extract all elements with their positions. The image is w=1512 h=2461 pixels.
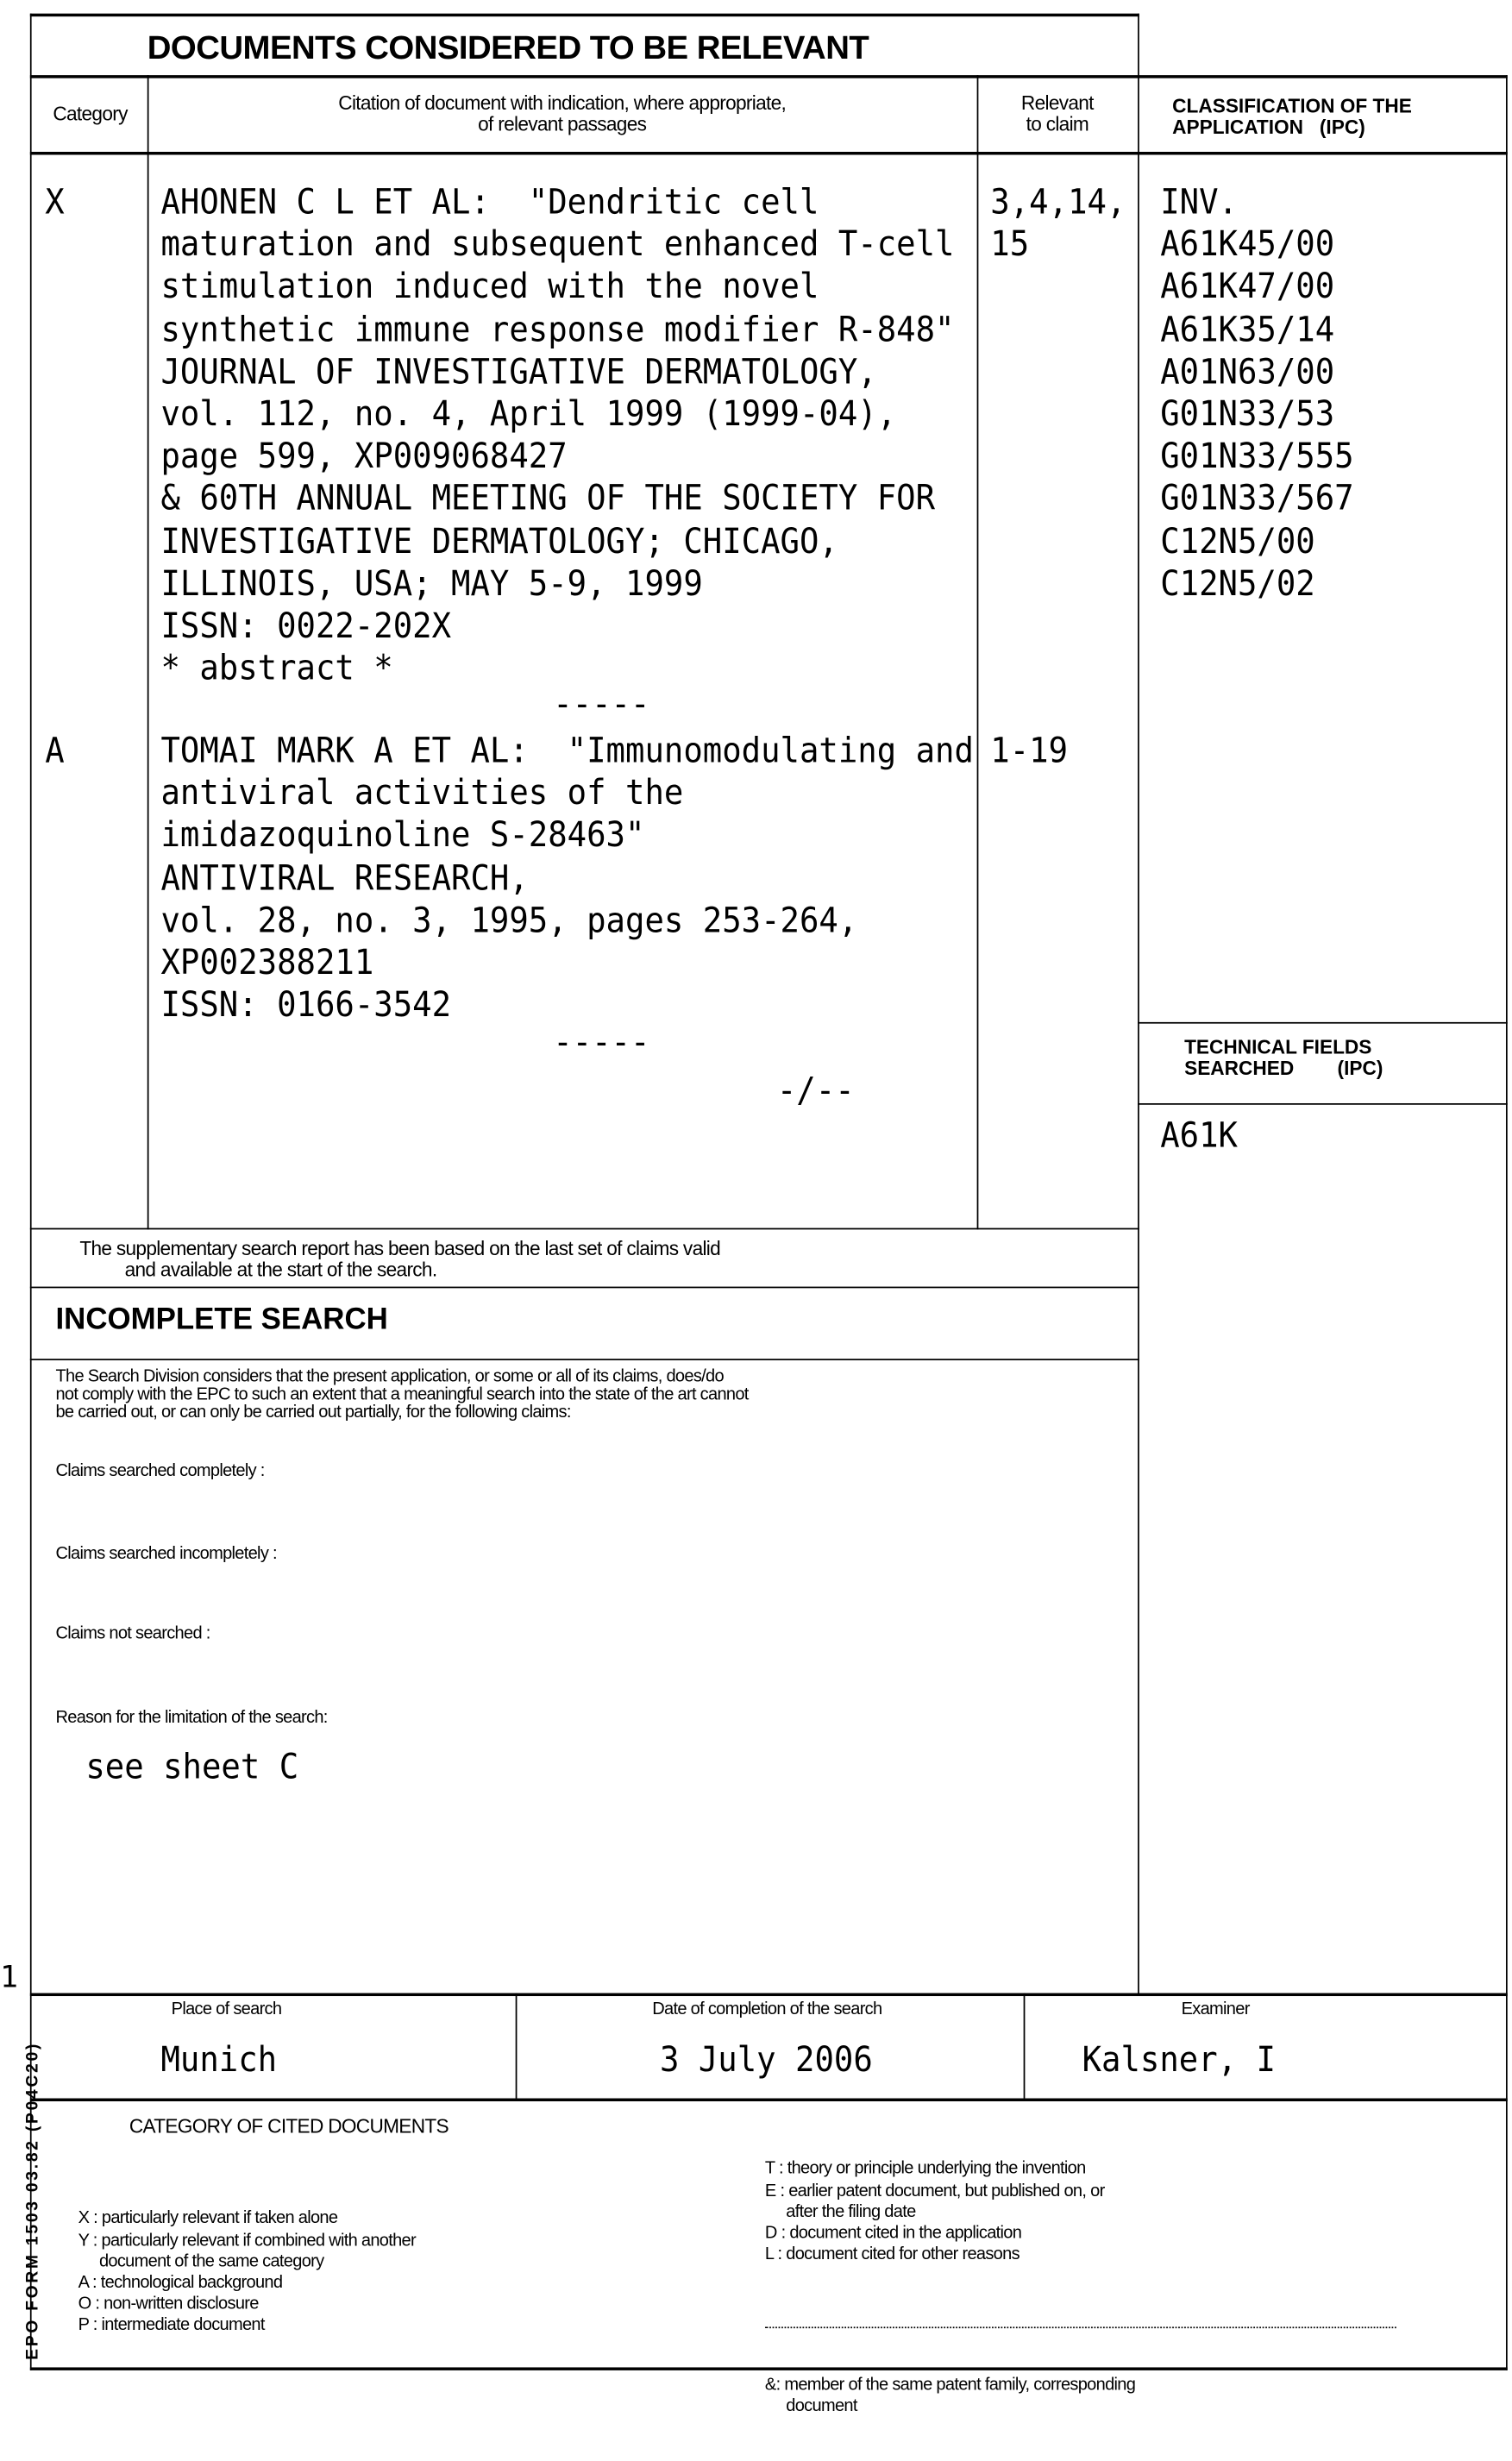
divider	[516, 1993, 518, 2099]
column-header-relevant-line: Relevant	[977, 93, 1138, 114]
divider	[1138, 1022, 1508, 1024]
legend-item: O : non-written disclosure	[78, 2294, 416, 2315]
claims-searched-completely: Claims searched completely :	[55, 1462, 264, 1480]
continuation-mark: -/--	[777, 1070, 855, 1113]
claims-searched-incompletely: Claims searched incompletely :	[55, 1545, 276, 1563]
legend-left	[78, 2166, 416, 2379]
citation-relevant-claims: 3,4,14, 15	[990, 182, 1126, 267]
date-label: Date of completion of the search	[652, 2000, 881, 2018]
legend-item: T : theory or principle underlying the invention	[765, 2159, 1396, 2181]
reason-label: Reason for the limitation of the search:	[55, 1709, 327, 1727]
legend-item: &: member of the same patent family, corresponding	[765, 2376, 1396, 2397]
technical-fields-title	[1184, 1037, 1383, 1079]
citation-text: TOMAI MARK A ET AL: "Immunomodulating and antiviral activities of the imidazoquinoline S-28463" ANTIVIRAL RESEARCH, vol. 28, no. 3, 1995, pages 253-264, XP002388211 ISSN: 0166-3542	[160, 731, 973, 1027]
place-label: Place of search	[172, 2000, 282, 2018]
column-header-relevant	[977, 93, 1138, 135]
column-header-category: Category	[33, 104, 147, 124]
place-value: Munich	[160, 2040, 277, 2082]
legend-item: D : document cited in the application	[765, 2223, 1396, 2244]
citation-category: A	[45, 731, 64, 773]
form-identifier: EPO FORM 1503 03.82 (P04C20)	[24, 2042, 42, 2360]
search-report-page	[0, 0, 1512, 2360]
legend-item: after the filing date	[765, 2201, 1396, 2223]
divider	[30, 1287, 1139, 1289]
citation-text: AHONEN C L ET AL: "Dendritic cell maturation and subsequent enhanced T-cell stimulation induced with the novel synthetic immune response modifier R-848" JOURNAL OF INVESTIGATIVE DERMATOLOGY, vol. 112, no. 4, April 1999 (1999-04), page 599, XP009068427 & 60TH ANNUAL MEETING OF THE SOCIETY FOR INVESTIGATIVE DERMATOLOGY; CHICAGO, ILLINOIS, USA; MAY 5-9, 1999 ISSN: 0022-202X * abstract *	[160, 182, 954, 691]
date-value: 3 July 2006	[660, 2040, 873, 2082]
divider	[1024, 1993, 1026, 2099]
divider	[30, 14, 32, 2370]
legend-right	[765, 2116, 1396, 2460]
column-header-classification	[1172, 97, 1412, 139]
supplementary-note-line: The supplementary search report has been based on the last set of claims valid	[79, 1239, 720, 1259]
column-header-relevant-line: to claim	[977, 114, 1138, 135]
intro-line: be carried out, or can only be carried out partially, for the following claims:	[55, 1403, 748, 1422]
technical-fields-title-line: SEARCHED (IPC)	[1184, 1058, 1383, 1079]
divider	[147, 75, 149, 1229]
technical-fields-title-line: TECHNICAL FIELDS	[1184, 1037, 1383, 1058]
divider	[1138, 14, 1139, 1995]
divider	[30, 152, 1508, 154]
intro-line: The Search Division considers that the present application, or some or all of its claims, does/do	[55, 1368, 748, 1386]
reason-value: see sheet C	[85, 1747, 298, 1789]
divider	[30, 75, 1508, 78]
column-header-citation-line: of relevant passages	[147, 114, 977, 135]
claims-not-searched: Claims not searched :	[55, 1625, 210, 1643]
incomplete-search-intro	[55, 1368, 748, 1422]
legend-item: L : document cited for other reasons	[765, 2244, 1396, 2266]
citation-separator: -----	[553, 1022, 649, 1064]
page-number: 1	[0, 1958, 18, 1994]
column-header-classification-line: CLASSIFICATION OF THE	[1172, 97, 1412, 117]
incomplete-search-title: INCOMPLETE SEARCH	[55, 1303, 387, 1338]
section-title: DOCUMENTS CONSIDERED TO BE RELEVANT	[147, 28, 869, 67]
examiner-value: Kalsner, I	[1082, 2040, 1276, 2082]
examiner-label: Examiner	[1182, 2000, 1250, 2018]
dotted-separator	[765, 2326, 1396, 2328]
citation-relevant-claims: 1-19	[990, 731, 1068, 773]
divider	[30, 1228, 1139, 1230]
column-header-classification-line: APPLICATION (IPC)	[1172, 117, 1412, 138]
divider	[30, 2099, 1508, 2101]
divider	[30, 1993, 1508, 1996]
supplementary-note	[79, 1239, 720, 1281]
supplementary-note-line: and available at the start of the search.	[79, 1259, 720, 1280]
legend-item: Y : particularly relevant if combined with another	[78, 2230, 416, 2251]
legend-item: X : particularly relevant if taken alone	[78, 2208, 416, 2230]
legend-item: E : earlier patent document, but published on, or	[765, 2181, 1396, 2202]
divider	[30, 1359, 1139, 1360]
column-header-citation	[147, 93, 977, 135]
legend-item: document of the same category	[78, 2251, 416, 2273]
divider	[30, 14, 1139, 16]
divider	[1138, 1103, 1508, 1105]
technical-fields-value: A61K	[1160, 1115, 1238, 1158]
intro-line: not comply with the EPC to such an extent that a meaningful search into the state of the art cannot	[55, 1386, 748, 1404]
citation-separator: -----	[553, 684, 649, 726]
divider	[1506, 75, 1508, 2370]
divider	[977, 75, 979, 1229]
citation-category: X	[45, 182, 64, 224]
legend-title: CATEGORY OF CITED DOCUMENTS	[129, 2116, 449, 2137]
legend-item: document	[765, 2396, 1396, 2418]
legend-item: P : intermediate document	[78, 2315, 416, 2337]
legend-item: A : technological background	[78, 2273, 416, 2295]
classification-codes: INV. A61K45/00 A61K47/00 A61K35/14 A01N63/00 G01N33/53 G01N33/555 G01N33/567 C12N5/00 C12N5/02	[1160, 182, 1353, 606]
column-header-citation-line: Citation of document with indication, where appropriate,	[147, 93, 977, 114]
